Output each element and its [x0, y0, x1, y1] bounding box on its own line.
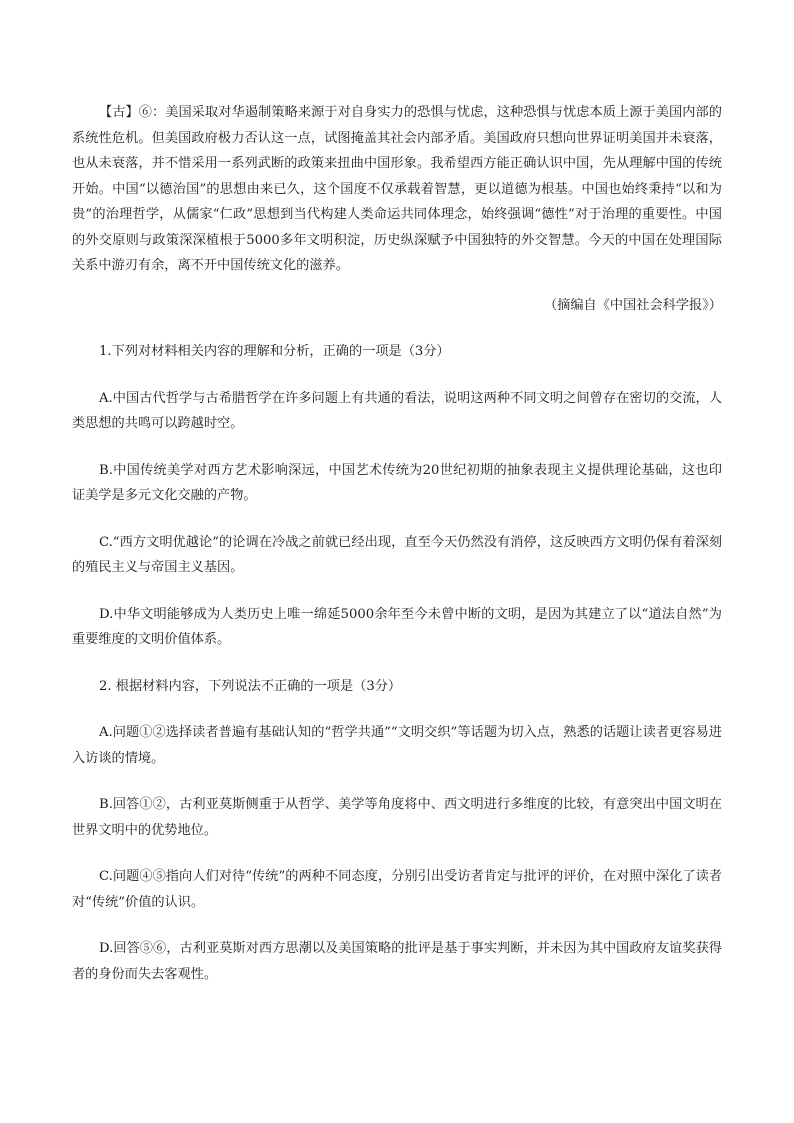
- document-page: [72, 100, 722, 987]
- question-stem: 2. 根据材料内容，下列说法不正确的一项是（3分）: [99, 678, 402, 694]
- passage-source: （摘编自《中国社会科学报》）: [543, 297, 722, 313]
- question-stem: 1.下列对材料相关内容的理解和分析，正确的一项是（3分）: [99, 344, 450, 359]
- question-1-option-d: D.中华文明能够成为人类历史上唯一绵延5000余年至今未曾中断的文明，是因为其建立了以“道法自然”为重要维度的文明价值体系。: [72, 606, 722, 647]
- question-2-option-c: C.问题④⑤指向人们对待“传统”的两种不同态度，分别引出受访者肯定与批评的评价，在对照中深化了读者对“传统”价值的认识。: [72, 869, 722, 910]
- question-1-option-c: C.“西方文明优越论”的论调在冷战之前就已经出现，直至今天仍然没有消停，这反映西方文明仍保有着深刻的殖民主义与帝国主义基因。: [72, 534, 722, 575]
- passage-paragraph: 【古】⑥：美国采取对华遏制策略来源于对自身实力的恐惧与忧虑，这种恐惧与忧虑本质上源于美国内部的系统性危机。但美国政府极力否认这一点，试图掩盖其社会内部矛盾。美国政府只想向世界证明美国并未衰落，也从未衰落，并不惜采用一系列武断的政策来扭曲中国形象。我希望西方能正确认识中国，先从理解中国的传统开始。中国“以德治国”的思想由来已久，这个国度不仅承载着智慧，更以道德为根基。中国也始终秉持“以和为贵”的治理哲学，从儒家“仁政”思想到当代构建人类命运共同体理念，始终强调“德性”对于治理的重要性。中国的外交原则与政策深深植根于5000多年文明积淀，历史纵深赋予中国独特的外交智慧。今天的中国在处理国际关系中游刃有余，离不开中国传统文化的滋养。: [72, 105, 722, 273]
- question-2-option-d: D.回答⑤⑥，古利亚莫斯对西方思潮以及美国策略的批评是基于事实判断，并未因为其中国政府友谊奖获得者的身份而失去客观性。: [72, 941, 722, 982]
- question-2-option-b: B.回答①②，古利亚莫斯侧重于从哲学、美学等角度将中、西文明进行多维度的比较，有意突出中国文明在世界文明中的优势地位。: [72, 797, 722, 838]
- question-1-option-b: B.中国传统美学对西方艺术影响深远，中国艺术传统为20世纪初期的抽象表现主义提供理论基础，这也印证美学是多元文化交融的产物。: [72, 462, 722, 503]
- question-2: [72, 674, 722, 988]
- question-1-option-a: A.中国古代哲学与古希腊哲学在许多问题上有共通的看法，说明这两种不同文明之间曾存在密切的交流，人类思想的共鸣可以跨越时空。: [72, 390, 722, 431]
- question-1: [72, 339, 722, 653]
- question-2-option-a: A.问题①②选择读者普遍有基础认知的“哲学共通”“文明交织”等话题为切入点，熟悉的话题让读者更容易进入访谈的情境。: [72, 725, 722, 766]
